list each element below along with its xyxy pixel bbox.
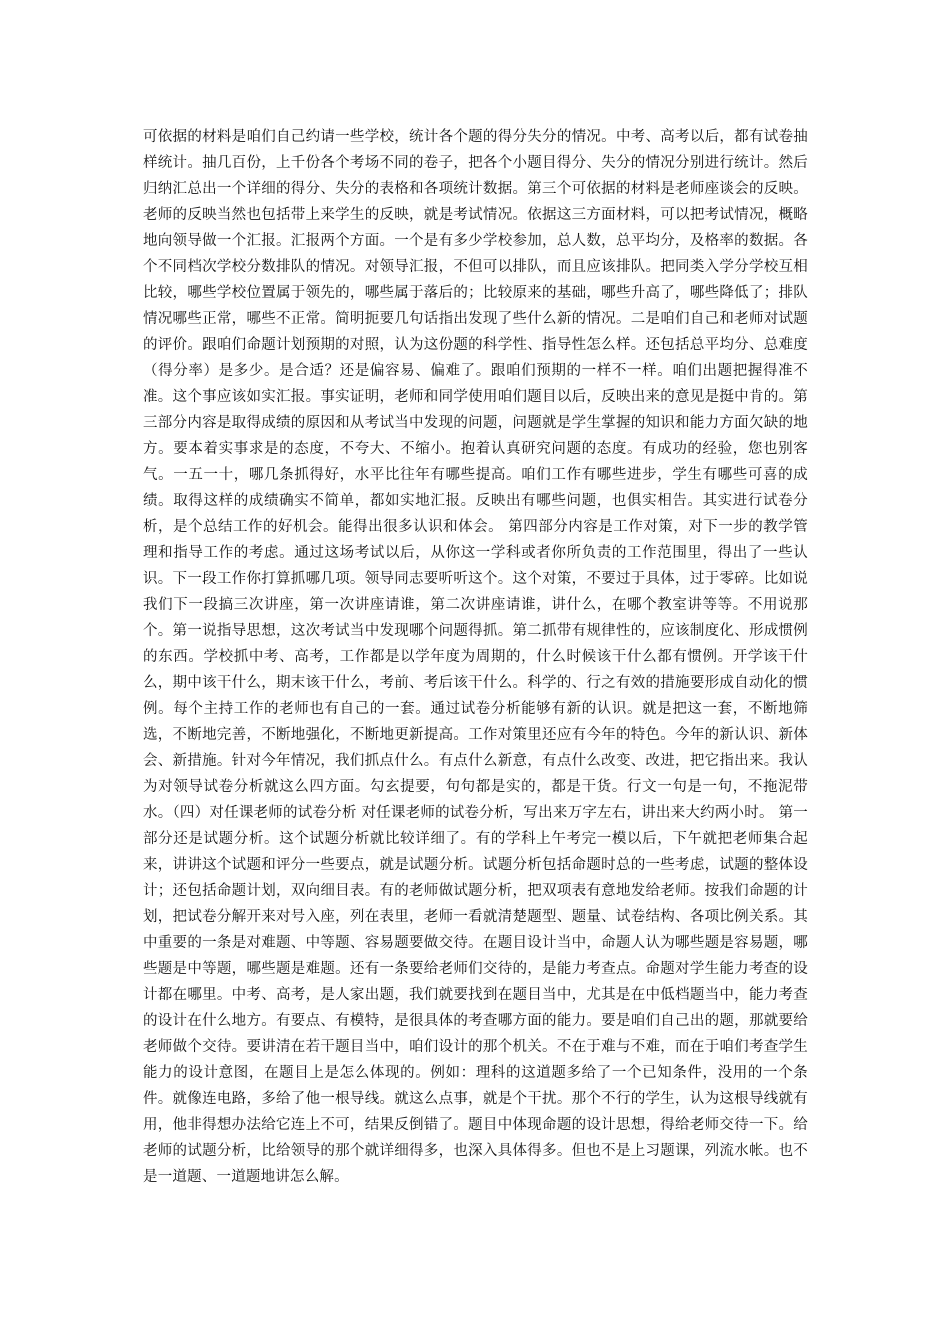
body-text: 可依据的材料是咱们自己约请一些学校，统计各个题的得分失分的情况。中考、高考以后，都有试卷抽样统计。抽几百份，上千份各个考场不同的卷子，把各个小题目得分、失分的情况分别进行统计。然后归纳汇总出一个详细的得分、失分的表格和各项统计数据。第三个可依据的材料是老师座谈会的反映。老师的反映当然也包括带上来学生的反映，就是考试情况。依据这三方面材料，可以把考试情况，概略地向领导做一个汇报。汇报两个方面。一个是有多少学校参加，总人数，总平均分，及格率的数据。各个不同档次学校分数排队的情况。对领导汇报，不但可以排队，而且应该排队。把同类入学分学校互相比较，哪些学校位置属于领先的，哪些属于落后的；比较原来的基础，哪些升高了，哪些降低了；排队情况哪些正常，哪些不正常。简明扼要几句话指出发现了些什么新的情况。二是咱们自己和老师对试题的评价。跟咱们命题计划预期的对照，认为这份题的科学性、指导性怎么样。还包括总平均分、总难度（得分率）是多少。是合适？还是偏容易、偏难了。跟咱们预期的一样不一样。咱们出题把握得准不准。这个事应该如实汇报。事实证明，老师和同学使用咱们题目以后，反映出来的意见是挺中肯的。第三部分内容是取得成绩的原因和从考试当中发现的问题，问题就是学生掌握的知识和能力方面欠缺的地方。要本着实事求是的态度，不夸大、不缩小。抱着认真研究问题的态度。有成功的经验，您也别客气。一五一十，哪几条抓得好，水平比往年有哪些提高。咱们工作有哪些进步，学生有哪些可喜的成绩。取得这样的成绩确实不简单，都如实地汇报。反映出有哪些问题，也俱实相告。其实进行试卷分析，是个总结工作的好机会。能得出很多认识和体会。 第四部分内容是工作对策，对下一步的教学管理和指导工作的考虑。通过这场考试以后，从你这一学科或者你所负责的工作范围里，得出了一些认识。下一段工作你打算抓哪几项。领导同志要听听这个。这个对策，不要过于具体，过于零碎。比如说我们下一段搞三次讲座，第一次讲座请谁，第二次讲座请谁，讲什么，在哪个教室讲等等。不用说那个。第一说指导思想，这次考试当中发现哪个问题得抓。第二抓带有规律性的，应该制度化、形成惯例的东西。学校抓中考、高考，工作都是以学年度为周期的，什么时候该干什么都有惯例。开学该干什么，期中该干什么，期末该干什么，考前、考后该干什么。科学的、行之有效的措施要形成自动化的惯例。每个主持工作的老师也有自己的一套。通过试卷分析能够有新的认识。就是把这一套，不断地筛选，不断地完善，不断地强化，不断地更新提高。工作对策里还应有今年的特色。今年的新认识、新体会、新措施。针对今年情况，我们抓点什么。有点什么新意，有点什么改变、改进，把它指出来。我认为对领导试卷分析就这么四方面。勾玄提要，句句都是实的，都是干货。行文一句是一句，不拖泥带水。（四）对任课老师的试卷分析 对任课老师的试卷分析，写出来万字左右，讲出来大约两小时。 第一部分还是试题分析。这个试题分析就比较详细了。有的学科上午考完一模以后，下午就把老师集合起来，讲讲这个试题和评分一些要点，就是试题分析。试题分析包括命题时总的一些考虑，试题的整体设计；还包括命题计划，双向细目表。有的老师做试题分析，把双项表有意地发给老师。按我们命题的计划，把试卷分解开来对号入座，列在表里，老师一看就清楚题型、题量、试卷结构、各项比例关系。其中重要的一条是对难题、中等题、容易题要做交待。在题目设计当中，命题人认为哪些题是容易题，哪些题是中等题，哪些题是难题。还有一条要给老师们交待的，是能力考查点。命题对学生能力考查的设计都在哪里。中考、高考，是人家出题，我们就要找到在题目当中，尤其是在中低档题当中，能力考查的设计在什么地方。有要点、有模特，是很具体的考查哪方面的能力。要是咱们自己出的题，那就要给老师做个交待。要讲清在若干题目当中，咱们设计的那个机关。不在于难与不难，而在于咱们考查学生能力的设计意图，在题目上是怎么体现的。例如：理科的这道题多给了一个已知条件，没用的一个条件。就像连电路，多给了他一根导线。就这么点事，就是个干扰。那个不行的学生，认为这根导线就有用，他非得想办法给它连上不可，结果反倒错了。题目中体现命题的设计思想，得给老师交待一下。给老师的试题分析，比给领导的那个就详细得多，也深入具体得多。但也不是上习题课，列流水帐。也不是一道题、一道题地讲怎么解。 (143, 129, 808, 1185)
